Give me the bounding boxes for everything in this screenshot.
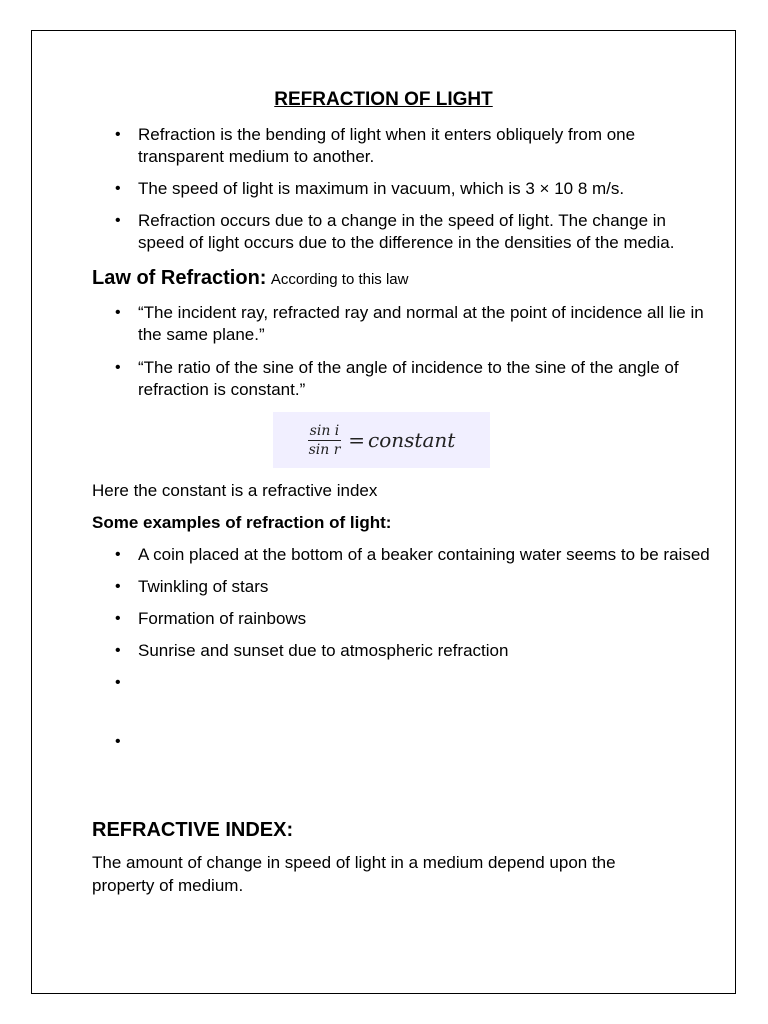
- law-bullet-list: [92, 302, 717, 401]
- refractive-index-text: The amount of change in speed of light in a medium depend upon the property of medium.: [92, 853, 616, 895]
- empty-list-item: [92, 731, 717, 753]
- formula-denominator: sin r: [308, 441, 341, 458]
- page-title: REFRACTION OF LIGHT: [274, 89, 493, 110]
- examples-bullet-list: [92, 544, 717, 753]
- list-item: • Formation of rainbows: [92, 608, 717, 630]
- document-page: [31, 30, 736, 994]
- examples-heading: Some examples of refraction of light:: [92, 513, 392, 532]
- list-item: • “The ratio of the sine of the angle of incidence to the sine of the angle of refraction is constant.”: [92, 357, 717, 401]
- formula-equals: =: [348, 428, 366, 452]
- empty-list-item: [92, 672, 717, 694]
- list-item: • The speed of light is maximum in vacuum, which is 3 × 10 8 m/s.: [92, 178, 717, 200]
- list-item: • Refraction is the bending of light when it enters obliquely from one transparent medium to another.: [92, 124, 717, 168]
- refractive-index-heading: REFRACTIVE INDEX:: [92, 819, 294, 841]
- formula-rhs: constant: [368, 428, 456, 452]
- law-heading-title: Law of Refraction:: [92, 267, 267, 289]
- law-heading-subtitle: According to this law: [270, 271, 409, 288]
- intro-bullet-list: [92, 124, 717, 254]
- list-item: • “The incident ray, refracted ray and normal at the point of incidence all lie in the same plane.”: [92, 302, 717, 346]
- formula-fraction: [308, 423, 342, 458]
- law-heading: [92, 264, 408, 294]
- list-item: • A coin placed at the bottom of a beaker containing water seems to be raised: [92, 544, 717, 566]
- list-item: • Twinkling of stars: [92, 576, 717, 598]
- formula-numerator: sin i: [309, 422, 340, 439]
- formula-image: [273, 412, 490, 468]
- constant-note: Here the constant is a refractive index: [92, 481, 378, 500]
- list-item: • Refraction occurs due to a change in the speed of light. The change in speed of light occurs due to the difference in the densities of the media.: [92, 210, 717, 254]
- list-item: • Sunrise and sunset due to atmospheric refraction: [92, 640, 717, 662]
